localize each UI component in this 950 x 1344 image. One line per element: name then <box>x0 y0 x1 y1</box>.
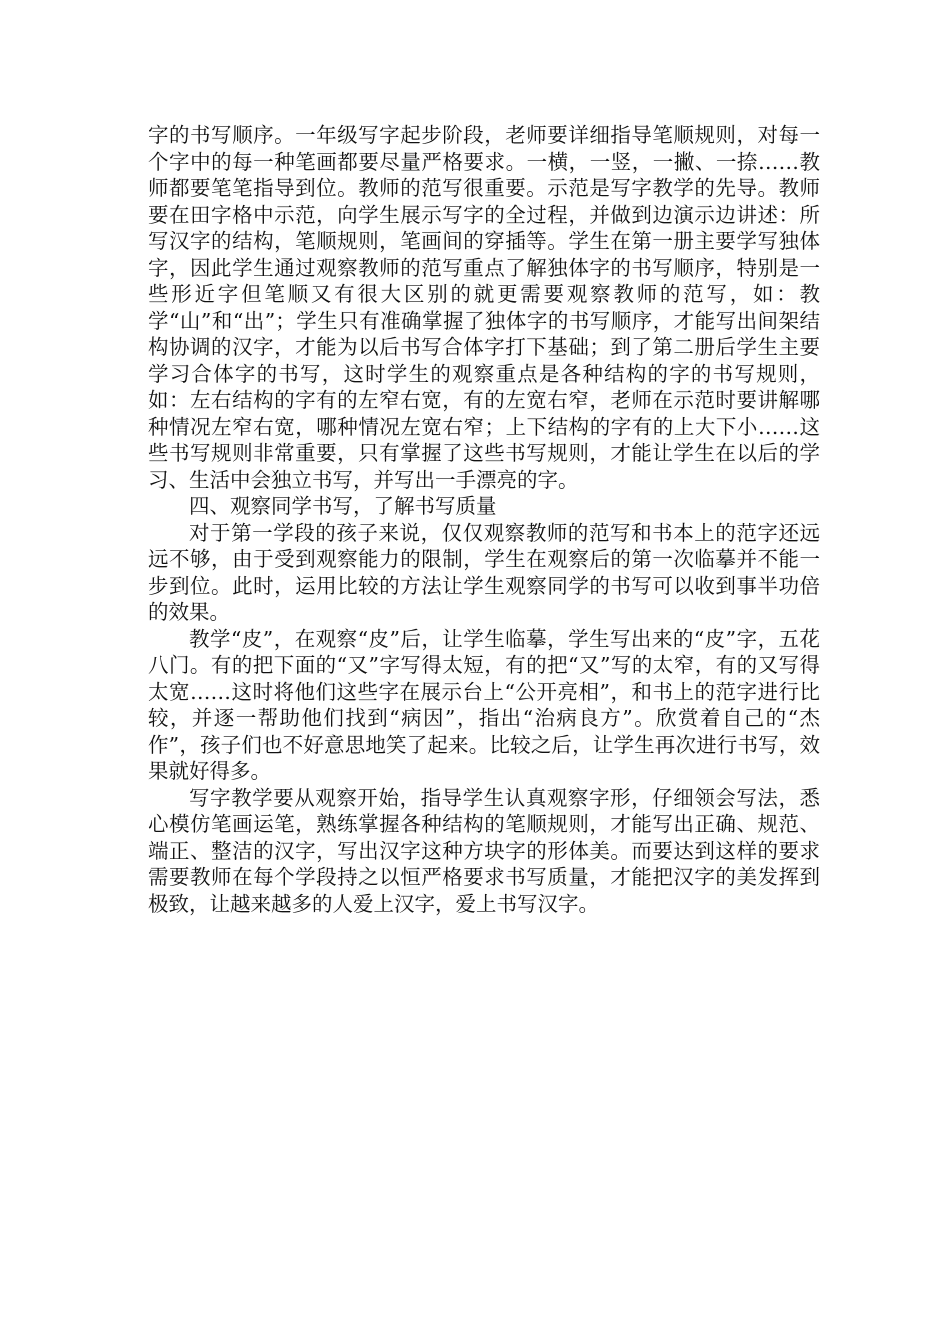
paragraph-teaching-pi: 教学“皮”，在观察“皮”后，让学生临摹，学生写出来的“皮”字，五花八门。有的把下面的“又”字写得太短，有的把“又”写的太窄，有的又写得太宽……这时将他们这些字在展示台上“公开亮相”，和书上的范字进行比较，并逐一帮助他们找到“病因”，指出“治病良方”。欣赏着自己的“杰作”，孩子们也不好意思地笑了起来。比较之后，让学生再次进行书写，效果就好得多。 <box>148 626 820 783</box>
paragraph-first-stage: 对于第一学段的孩子来说，仅仅观察教师的范写和书本上的范字还远远不够，由于受到观察能力的限制，学生在观察后的第一次临摹并不能一步到位。此时，运用比较的方法让学生观察同学的书写可以收到事半功倍的效果。 <box>148 520 820 624</box>
document-page <box>148 122 820 917</box>
paragraph-conclusion: 写字教学要从观察开始，指导学生认真观察字形，仔细领会写法，悉心模仿笔画运笔，熟练掌握各种结构的笔顺规则，才能写出正确、规范、端正、整洁的汉字，写出汉字这种方块字的形体美。而要达到这样的要求需要教师在每个学段持之以恒严格要求书写质量，才能把汉字的美发挥到极致，让越来越多的人爱上汉字，爱上书写汉字。 <box>148 785 820 916</box>
section-heading-observe-classmates: 四、观察同学书写，了解书写质量 <box>189 494 497 518</box>
paragraph-stroke-order: 字的书写顺序。一年级写字起步阶段，老师要详细指导笔顺规则，对每一个字中的每一种笔画都要尽量严格要求。一横，一竖，一撇、一捺……教师都要笔笔指导到位。教师的范写很重要。示范是写字教学的先导。教师要在田字格中示范，向学生展示写字的全过程，并做到边演示边讲述：所写汉字的结构，笔顺规则，笔画间的穿插等。学生在第一册主要学写独体字，因此学生通过观察教师的范写重点了解独体字的书写顺序，特别是一些形近字但笔顺又有很大区别的就更需要观察教师的范写，如：教学“山”和“出”；学生只有准确掌握了独体字的书写顺序，才能写出间架结构协调的汉字，才能为以后书写合体字打下基础；到了第二册后学生主要学习合体字的书写，这时学生的观察重点是各种结构的字的书写规则，如：左右结构的字有的左窄右宽，有的左宽右窄，老师在示范时要讲解哪种情况左窄右宽，哪种情况左宽右窄；上下结构的字有的上大下小……这些书写规则非常重要，只有掌握了这些书写规则，才能让学生在以后的学习、生活中会独立书写，并写出一手漂亮的字。 <box>148 123 820 492</box>
